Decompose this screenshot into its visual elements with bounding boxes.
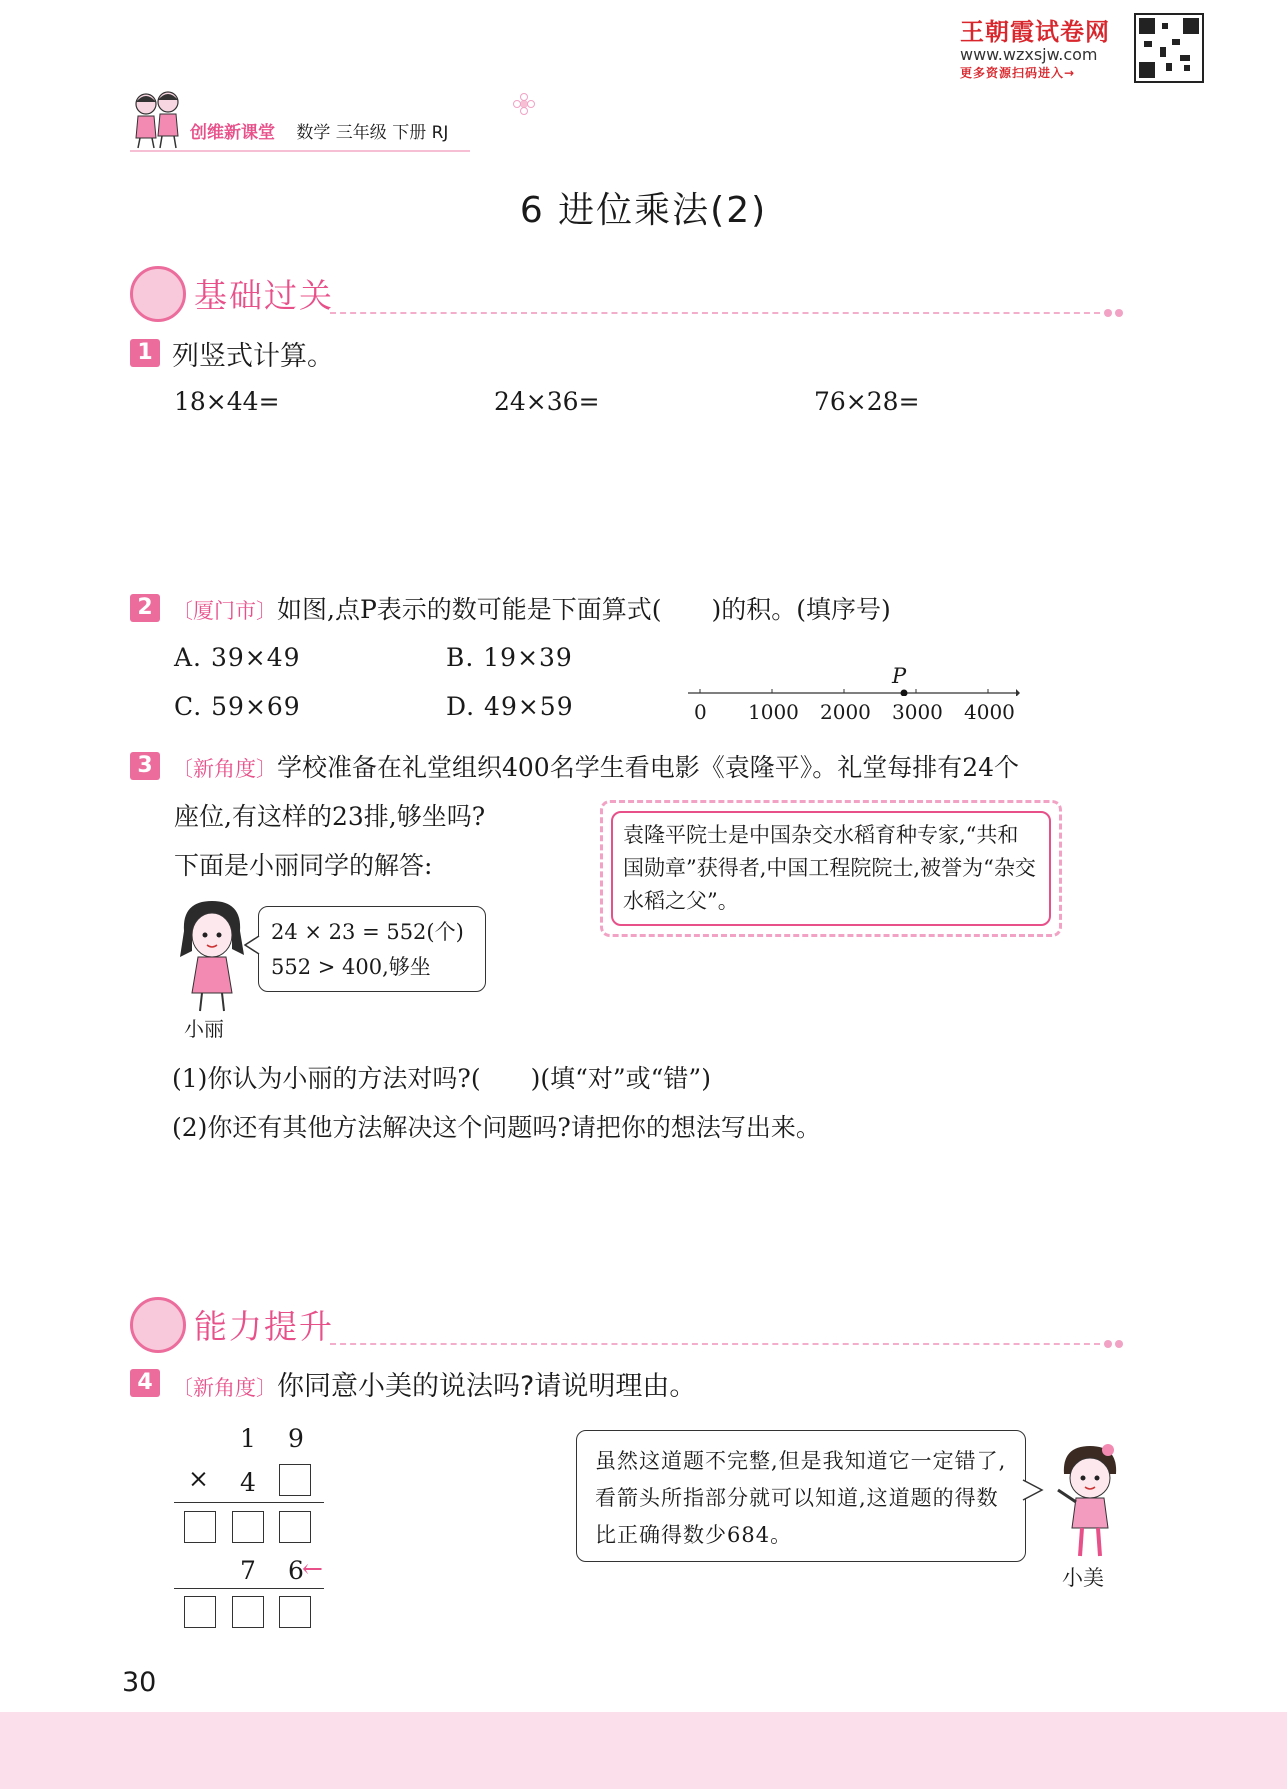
qr-code-icon[interactable] bbox=[1134, 13, 1204, 83]
tick-1000: 1000 bbox=[748, 700, 799, 724]
blank-box-row2-2[interactable] bbox=[232, 1511, 264, 1543]
vert-rule-1 bbox=[174, 1502, 324, 1503]
number-line bbox=[680, 666, 1020, 726]
point-p-label: P bbox=[892, 664, 907, 688]
question-1-text: 列竖式计算。 bbox=[172, 341, 334, 372]
yuan-longping-note bbox=[600, 800, 1062, 937]
question-3-text-1: 学校准备在礼堂组织400名学生看电影《袁隆平》。礼堂每排有24个 bbox=[277, 753, 1020, 782]
number-line-axis bbox=[680, 666, 1020, 696]
brand-block bbox=[960, 12, 1130, 81]
blank-box-row2-3[interactable] bbox=[279, 1511, 311, 1543]
question-3-text-2: 座位,有这样的23排,够坐吗? bbox=[174, 802, 486, 831]
teacher-avatar-icon bbox=[130, 266, 186, 322]
question-3-tag: 〔新角度〕 bbox=[172, 757, 277, 781]
vert-row3-6: 6 bbox=[288, 1556, 304, 1585]
question-number-2: 2 bbox=[130, 594, 160, 622]
question-4-line bbox=[172, 1364, 696, 1403]
tick-4000: 4000 bbox=[964, 700, 1015, 724]
vert-multiplier: 4 bbox=[240, 1468, 256, 1497]
tick-3000: 3000 bbox=[892, 700, 943, 724]
flower-decoration-icon bbox=[512, 92, 536, 116]
question-2-line bbox=[172, 590, 891, 626]
vert-row3-7: 7 bbox=[240, 1556, 256, 1585]
vert-top-1: 1 bbox=[240, 1424, 256, 1453]
section-title-basic: 基础过关 bbox=[194, 276, 334, 315]
xiaoli-name: 小丽 bbox=[184, 1017, 224, 1041]
series-name: 创维新课堂 bbox=[190, 123, 275, 143]
vert-top-2: 9 bbox=[288, 1424, 304, 1453]
option-d: D. 49×59 bbox=[446, 692, 574, 721]
blank-box-row4-2[interactable] bbox=[232, 1596, 264, 1628]
section-divider bbox=[330, 312, 1100, 314]
xiaomei-bubble-text: 虽然这道题不完整,但是我知道它一定错了,看箭头所指部分就可以知道,这道题的得数比正确得数少684。 bbox=[595, 1449, 1007, 1547]
page-title: 6 进位乘法(2) bbox=[519, 190, 768, 231]
bubble-tail-icon bbox=[244, 934, 260, 956]
question-number-4: 4 bbox=[130, 1369, 160, 1397]
xiaomei-speech-bubble bbox=[576, 1430, 1026, 1562]
blank-box-row4-1[interactable] bbox=[184, 1596, 216, 1628]
question-3-line-1 bbox=[172, 748, 1019, 784]
blank-box-row2-1[interactable] bbox=[184, 1511, 216, 1543]
blank-box-row4-3[interactable] bbox=[279, 1596, 311, 1628]
question-4-text: 你同意小美的说法吗?请说明理由。 bbox=[277, 1371, 697, 1402]
tick-2000: 2000 bbox=[820, 700, 871, 724]
question-number-1: 1 bbox=[130, 339, 160, 367]
option-b: B. 19×39 bbox=[446, 643, 573, 672]
option-a: A. 39×49 bbox=[174, 643, 301, 672]
option-c: C. 59×69 bbox=[174, 692, 301, 721]
xiaomei-character-icon bbox=[1050, 1440, 1130, 1560]
question-4-tag: 〔新角度〕 bbox=[172, 1376, 277, 1400]
bubble-line-2: 552 > 400,够坐 bbox=[271, 955, 431, 979]
question-3-sub-1: (1)你认为小丽的方法对吗?( )(填“对”或“错”) bbox=[172, 1064, 711, 1093]
question-number-3: 3 bbox=[130, 752, 160, 780]
vert-rule-2 bbox=[174, 1588, 324, 1589]
series-row bbox=[190, 118, 448, 143]
bubble-tail-icon-2 bbox=[1022, 1478, 1044, 1502]
question-3-sub-2: (2)你还有其他方法解决这个问题吗?请把你的想法写出来。 bbox=[172, 1113, 821, 1142]
question-3-text-3: 下面是小丽同学的解答: bbox=[174, 851, 433, 880]
point-p bbox=[901, 690, 908, 697]
section-divider-2 bbox=[330, 1343, 1100, 1345]
brand-name: 王朝霞试卷网 bbox=[960, 18, 1110, 46]
note-text: 袁隆平院士是中国杂交水稻育种专家,“共和国勋章”获得者,中国工程院院士,被誉为“杂交水稻之父”。 bbox=[611, 811, 1051, 926]
expr-1: 18×44= bbox=[174, 387, 280, 416]
brand-more: 更多资源扫码进入→ bbox=[960, 66, 1076, 80]
expr-3: 76×28= bbox=[814, 387, 920, 416]
series-info: 数学 三年级 下册 RJ bbox=[296, 123, 449, 143]
dots-decoration-icon bbox=[1104, 302, 1126, 321]
bubble-line-1: 24 × 23 = 552(个) bbox=[271, 920, 464, 944]
blank-box-multiplier[interactable] bbox=[279, 1464, 311, 1496]
xiaoli-speech-bubble bbox=[258, 906, 486, 992]
kids-logo-icon bbox=[126, 88, 192, 150]
arrow-left-icon: ← bbox=[302, 1554, 323, 1583]
footer-band bbox=[0, 1712, 1287, 1789]
question-2-tag: 〔厦门市〕 bbox=[172, 599, 277, 623]
page-number: 30 bbox=[122, 1667, 157, 1698]
section-title-advanced: 能力提升 bbox=[194, 1307, 334, 1346]
teacher-avatar-icon-2 bbox=[130, 1297, 186, 1353]
brand-url[interactable]: www.wzxsjw.com bbox=[960, 45, 1098, 64]
dots-decoration-icon-2 bbox=[1104, 1333, 1126, 1352]
xiaomei-name: 小美 bbox=[1062, 1566, 1104, 1590]
expr-2: 24×36= bbox=[494, 387, 600, 416]
tick-0: 0 bbox=[694, 700, 707, 724]
header-divider bbox=[130, 150, 470, 152]
question-2-text: 如图,点P表示的数可能是下面算式( )的积。(填序号) bbox=[277, 595, 891, 624]
vert-times: × bbox=[188, 1464, 209, 1493]
xiaoli-character-icon bbox=[172, 895, 252, 1013]
